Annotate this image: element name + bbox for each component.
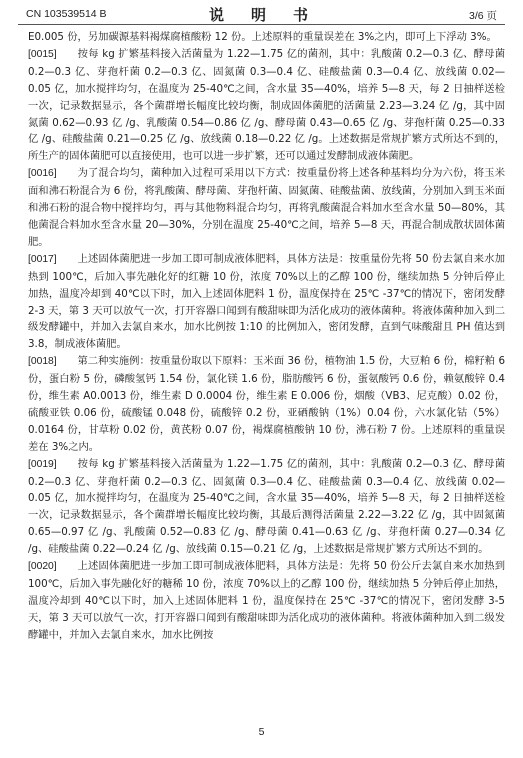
document-title: 说 明 书	[208, 6, 314, 24]
paragraph-text: 按每 kg 扩繁基料接入活菌量为 1.22—1.75 亿的菌剂，其中：乳酸菌 0.2—0.3 亿、酵母菌 0.2—0.3 亿、芽孢杆菌 0.2—0.3 亿、固氮菌 0.3—0.4 亿、硅酸盐菌 0.3—0.4 亿、放线菌 0.02—0.05 亿，加水搅拌均匀，在温度为 25-40℃之间，含水量 35—40%，培养 5—8 天，每 2 日抽样送检一次，记录数据显示，各个菌群增长幅度比较均衡，制成固体菌肥的活菌量 2.23—3.24 亿 /g，其中固氮菌 0.62—0.93 亿 /g、乳酸菌 0.54—0.86 亿 /g、酵母菌 0.43—0.65 亿 /g、芽孢杆菌 0.25—0.33 亿 /g、硅酸盐菌 0.21—0.25 亿 /g、放线菌 0.18—0.22 亿 /g。上述数据是常规扩繁方式所达不到的，所生产的固体菌肥可以直接使用，也可以进一步扩繁，还可以通过发酵制成液体菌肥。	[28, 47, 505, 163]
paragraph-text: 按每 kg 扩繁基料接入活菌量为 1.22—1.75 亿的菌剂，其中：乳酸菌 0.2—0.3 亿、酵母菌 0.2—0.3 亿、芽孢杆菌 0.2—0.3 亿、固氮菌 0.3—0.4 亿、硅酸盐菌 0.3—0.4 亿、放线菌 0.02—0.05 亿，加水搅拌均匀，在温度为 25-40℃之间，含水量 35—40%，培养 5—8 天，每 2 日抽样送检一次，记录数据显示，各个菌群增长幅度比较均衡，其最后测得活菌量 2.22—3.22 亿 /g，其中固氮菌 0.65—0.97 亿 /g、乳酸菌 0.52—0.83 亿 /g、酵母菌 0.41—0.63 亿 /g、芽孢杆菌 0.27—0.34 亿 /g、硅酸盐菌 0.22—0.24 亿 /g、放线菌 0.15—0.21 亿 /g，上述数据是常规扩繁方式所达不到的。	[28, 457, 505, 556]
paragraph-continuation: E0.005 份，另加碳源基料褐煤腐植酸粉 12 份。上述原料的重量误差在 3%之内，即可上下浮动 3%。	[28, 31, 497, 43]
paragraph-number: [0016]	[28, 168, 57, 180]
paragraph-number: [0015]	[28, 48, 57, 60]
page-number: 5	[258, 726, 265, 738]
document-body	[28, 29, 505, 644]
publication-number: CN 103539514 B	[26, 8, 107, 20]
paragraph-0015	[28, 46, 505, 165]
paragraph-number: [0017]	[28, 253, 57, 265]
paragraph-0019	[28, 456, 505, 558]
page-header	[12, 4, 511, 24]
paragraph-text: 上述固体菌肥进一步加工即可制成液体肥料，具体方法是：按重量份先将 50 份去氯自来水加热到 100℃，后加入事先融化好的红糖 10 份，浓度 70%以上的乙醇 100 份，继续加热 5 分钟后停止加热，温度冷却到 40℃以下时，加入上述固体肥料 1 份，温度保持在 25℃ -37℃的情况下，密闭发酵 2-3 天，第 3 天可以放气一次，打开容器口闻到有酸甜味即为活化成功的液体菌种。将液体菌种加入到二级发酵罐中，并加入去氯自来水，加水比例按 1:10 的比例加入，密闭发酵，直到气味酸甜且 PH 值达到 3.8，制成液体菌肥。	[28, 252, 505, 351]
paragraph-text: 第二种实施例：按重量份取以下原料：玉米面 36 份，植物油 1.5 份，大豆粕 6 份，棉籽粕 6 份，蛋白粉 5 份，磷酸氢钙 1.54 份，氯化镁 1.6 份，脂肪酸钙 6 份，蛋氨酸钙 0.6 份，赖氨酸锌 0.4 份，维生素 A0.0013 份，维生素 D 0.0004 份，维生素 E 0.006 份，烟酸（VB3、尼克酸）0.02 份，硫酸亚铁 0.06 份，硫酸锰 0.048 份，硫酸锌 0.2 份，亚硒酸钠（1%）0.04 份，六水氯化钴（5%）0.0164 份，甘草粉 0.02 份，黄芪粉 0.07 份，褐煤腐植酸钠 10 份，沸石粉 7 份。上述原料的重量误差在 3%之内。	[28, 355, 505, 453]
paragraph-0016	[28, 165, 505, 251]
paragraph-number: [0018]	[28, 356, 57, 368]
paragraph-text: 上述固体菌肥进一步加工即可制成液体肥料，具体方法是：先将 50 份公斤去氯自来水加热到 100℃，后加入事先融化好的糖稀 10 份，浓度 70%以上的乙醇 100 份，继续加热 5 分钟后停止加热，温度冷却到 40℃以下时，加入上述固体肥料 1 份，温度保持在 25℃ -37℃的情况下，密闭发酵 3-5 天，第 3 天可以放气一次，打开容器口闻到有酸甜味即为活化成功的液体菌种。将液体菌种加入到二级发酵罐中，并加入去氯自来水，加水比例按	[28, 560, 505, 641]
page-of-total: 3/6 页	[468, 10, 497, 22]
paragraph-number: [0019]	[28, 458, 57, 470]
paragraph-number: [0020]	[28, 561, 57, 573]
paragraph-0018	[28, 353, 505, 455]
paragraph-0017	[28, 251, 505, 353]
header-rule	[18, 24, 505, 25]
paragraph-0020	[28, 558, 505, 644]
paragraph-text: 为了混合均匀，菌种加入过程可采用以下方式：按重量份将上述各种基料均分为六份，将玉米面和沸石粉混合为 6 份，将乳酸菌、酵母菌、芽孢杆菌、固氮菌、硅酸盐菌、放线菌，分别加入到玉米面和沸石粉的混合物中搅拌均匀，再与其他物料混合均匀，再将乳酸菌混合料加水至含水量 50—80%，其他菌混合料加水至含水量 20—30%，分别在温度 25-40℃之间，培养 5—8 天，再混合制成散状固体菌肥。	[28, 167, 505, 248]
